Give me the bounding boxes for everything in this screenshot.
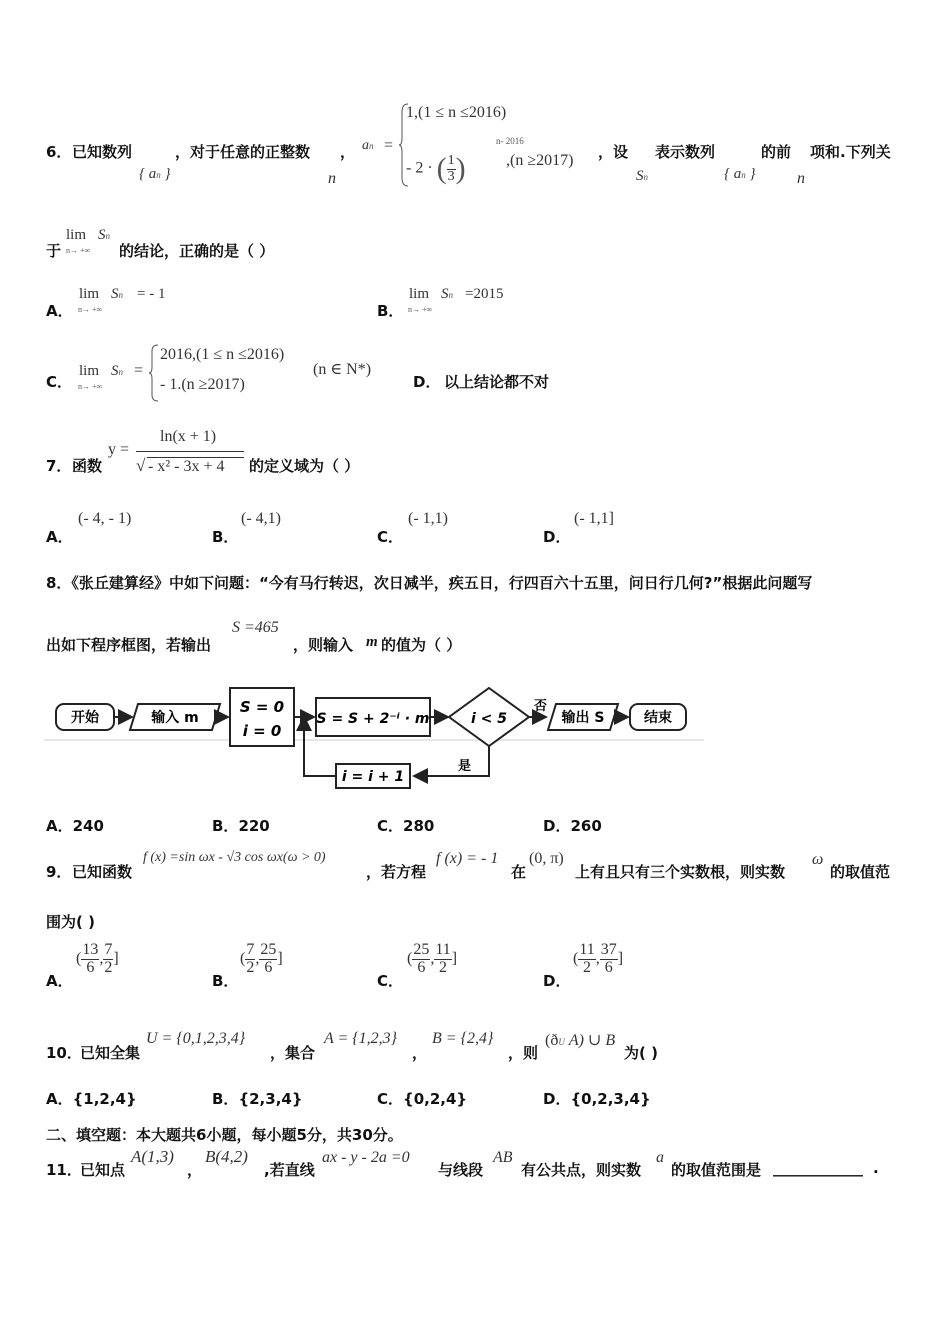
q11-text-5: 有公共点，则实数: [521, 1161, 642, 1179]
q6-option-C-brace: [148, 343, 160, 403]
q7-option-C-label: C．: [377, 528, 404, 546]
q11-point-A: A(1,3): [131, 1147, 174, 1166]
q6-lim-sub: n→ +∞: [66, 246, 91, 255]
flow-condition-label: i < 5: [470, 711, 508, 727]
q6-case-2-cond: ,(n ≥2017): [506, 152, 574, 169]
q10-text-5: 为( ): [624, 1044, 658, 1062]
q7-option-B-value: (- 4,1): [241, 510, 281, 527]
q10-option-D: D．{0,2,3,4}: [543, 1090, 651, 1108]
q6-option-C-case-2: - 1.(n ≥2017): [160, 376, 245, 393]
q6-option-A-S: Sn: [111, 286, 123, 302]
flow-init-i: i = 0: [242, 722, 282, 740]
q7-option-D-value: (- 1,1]: [574, 510, 614, 527]
q6-text-1: 已知数列: [72, 143, 133, 161]
q8-output-value: S =465: [232, 619, 279, 636]
q11-text-3: ,若直线: [264, 1161, 315, 1179]
q6-option-B-value: =2015: [465, 286, 504, 302]
q9-option-C-label: C．: [377, 972, 404, 990]
q10-text-4: ，则: [508, 1044, 539, 1062]
q6-option-C-lim-sub: n→ +∞: [78, 382, 103, 391]
q10-option-C: C．{0,2,4}: [377, 1090, 468, 1108]
flow-yes-label: 是: [458, 759, 472, 774]
q6-an-set-2: { an }: [724, 166, 756, 182]
flow-increment-label: i = i + 1: [341, 769, 405, 785]
q11-point-B: B(4,2): [205, 1147, 248, 1166]
section-2-heading: 二、填空题：本大题共6小题，每小题5分，共30分。: [46, 1126, 403, 1144]
q7-number: 7．: [46, 457, 72, 475]
q6-option-A-lim: lim: [79, 286, 100, 302]
q8-option-B: B．220: [212, 817, 270, 835]
q6-option-C-lim: lim: [79, 363, 100, 379]
q6-option-D-value: 以上结论都不对: [444, 373, 550, 391]
q6-case-1: 1,(1 ≤ n ≤2016): [406, 104, 507, 121]
q6-Sn: Sn: [636, 168, 648, 184]
q6-option-D-label: D．: [413, 373, 441, 391]
q11-text-2: ，: [187, 1161, 203, 1179]
q11-text-6: 的取值范围是: [671, 1161, 762, 1179]
q10-number: 10．: [46, 1044, 82, 1062]
q9-omega: ω: [812, 851, 824, 868]
q6-an-set: { an }: [139, 166, 171, 182]
q6-option-C-label: C．: [46, 373, 73, 391]
q6-number: 6．: [46, 143, 72, 161]
q9-text-2: ，若方程: [366, 863, 427, 881]
q6-text-8: 的结论，正确的是（ ）: [119, 242, 275, 260]
q6-option-B-label: B．: [377, 302, 404, 320]
q6-text-7: 于: [46, 242, 62, 260]
q7-denominator: - x² - 3x + 4: [148, 458, 225, 475]
q11-line-equation: ax - y - 2a =0: [322, 1149, 410, 1166]
q6-option-B-lim: lim: [409, 286, 430, 302]
q6-option-B-lim-sub: n→ +∞: [408, 305, 433, 314]
q9-option-B-value: ( $\frac{7}{2}$ , $\frac{25}{6}$ ]: [240, 941, 283, 976]
q6-n: n: [328, 170, 336, 187]
q9-option-B-label: B．: [212, 972, 239, 990]
q11-number: 11．: [46, 1161, 82, 1179]
q6-an: an: [362, 138, 374, 153]
q9-option-A-value: ( $\frac{13}{6}$ , $\frac{7}{2}$ ]: [76, 941, 119, 976]
q11-text-1: 已知点: [80, 1161, 126, 1179]
q11-answer-blank[interactable]: ____________: [773, 1159, 863, 1177]
q6-equals: =: [384, 137, 394, 154]
q7-text-1: 函数: [72, 457, 103, 475]
q9-function: f (x) =sin ωx - √3 cos ωx(ω > 0): [143, 850, 326, 865]
q9-text-6: 围为( ): [46, 913, 95, 931]
q6-text-4: 表示数列: [655, 143, 716, 161]
q8-line-2b: ，则输入: [293, 636, 354, 654]
q8-line-2c: 的值为（ ）: [381, 636, 462, 654]
q6-lim: lim: [66, 227, 87, 243]
q8-option-D: D．260: [543, 817, 602, 835]
q8-line-2a: 出如下程序框图，若输出: [46, 636, 212, 654]
flow-start-label: 开始: [71, 710, 99, 726]
q8-line-1: 8．《张丘建算经》中如下问题：“今有马行转迟，次日减半，疾五日，行四百六十五里，问日行几何?”根据此问题写: [46, 574, 813, 592]
q10-set-B: B = {2,4}: [432, 1030, 494, 1047]
q6-n-2: n: [797, 170, 805, 187]
q10-text-3: ，: [412, 1044, 428, 1062]
q8-flowchart: [44, 680, 708, 798]
flow-update-label: S = S + 2⁻ⁱ · m: [316, 711, 430, 727]
q9-option-A-label: A．: [46, 972, 73, 990]
q10-option-A: A．{1,2,4}: [46, 1090, 137, 1108]
q10-universal-set: U = {0,1,2,3,4}: [146, 1030, 246, 1047]
q9-text-1: 已知函数: [72, 863, 133, 881]
q10-expression: (ðU A) ∪ B: [545, 1032, 616, 1049]
q6-case-2: - 2 · ( $\frac{1}{3}$ ): [406, 152, 466, 185]
q6-option-C-case-1: 2016,(1 ≤ n ≤2016): [160, 346, 285, 363]
q6-option-A-label: A．: [46, 302, 73, 320]
q9-text-3: 在: [511, 863, 527, 881]
q6-option-A-lim-sub: n→ +∞: [78, 305, 103, 314]
q7-fraction-bar: [136, 451, 244, 452]
q8-option-C: C．280: [377, 817, 435, 835]
q6-text-3: ，设: [598, 143, 629, 161]
q6-text-2: ，对于任意的正整数: [175, 143, 311, 161]
q9-option-D-value: ( $\frac{11}{2}$ , $\frac{37}{6}$ ]: [573, 941, 624, 976]
q9-text-5: 的取值范: [830, 863, 891, 881]
q11-text-4: 与线段: [438, 1161, 484, 1179]
q9-option-D-label: D．: [543, 972, 571, 990]
q11-period: .: [873, 1159, 879, 1177]
q7-option-A-label: A．: [46, 528, 73, 546]
q8-option-A: A．240: [46, 817, 104, 835]
q7-option-C-value: (- 1,1): [408, 510, 448, 527]
q6-option-C-equals: =: [134, 362, 144, 379]
q6-text-5: 的前: [761, 143, 792, 161]
q8-m: m: [366, 634, 378, 650]
q9-interval: (0, π): [529, 850, 564, 867]
q10-text-2: ，集合: [270, 1044, 316, 1062]
q7-text-2: 的定义域为（ ）: [249, 457, 360, 475]
q9-equation: f (x) = - 1: [436, 850, 499, 867]
q6-text-6: 项和.下列关: [810, 143, 891, 161]
flow-input-label: 输入 m: [151, 710, 199, 726]
q7-y: y =: [108, 441, 130, 458]
q6-comma: ，: [340, 143, 356, 161]
q11-segment-AB: AB: [493, 1149, 513, 1166]
q10-set-A: A = {1,2,3}: [324, 1030, 398, 1047]
q11-a: a: [656, 1149, 664, 1166]
q9-option-C-value: ( $\frac{25}{6}$ , $\frac{11}{2}$ ]: [407, 941, 458, 976]
flow-init-S: S = 0: [239, 698, 285, 716]
q6-option-B-S: Sn: [441, 286, 453, 302]
flow-output-label: 输出 S: [561, 710, 605, 726]
q10-option-B: B．{2,3,4}: [212, 1090, 303, 1108]
q9-number: 9．: [46, 863, 72, 881]
flow-end-label: 结束: [644, 710, 672, 726]
q6-option-C-S: Sn: [111, 363, 123, 379]
q9-text-4: 上有且只有三个实数根，则实数: [575, 863, 786, 881]
q6-case-2-exponent: n- 2016: [496, 136, 524, 146]
q7-option-D-label: D．: [543, 528, 571, 546]
q7-option-B-label: B．: [212, 528, 239, 546]
q6-option-A-value: = - 1: [137, 286, 166, 302]
q6-lim-S: Sn: [98, 227, 110, 243]
q10-text-1: 已知全集: [80, 1044, 141, 1062]
flow-no-label: 否: [534, 699, 548, 714]
q7-numerator: ln(x + 1): [160, 428, 217, 445]
q6-option-C-domain: (n ∈ N*): [313, 361, 372, 378]
q7-sqrt-sign: √: [136, 456, 146, 475]
q7-option-A-value: (- 4, - 1): [78, 510, 132, 527]
